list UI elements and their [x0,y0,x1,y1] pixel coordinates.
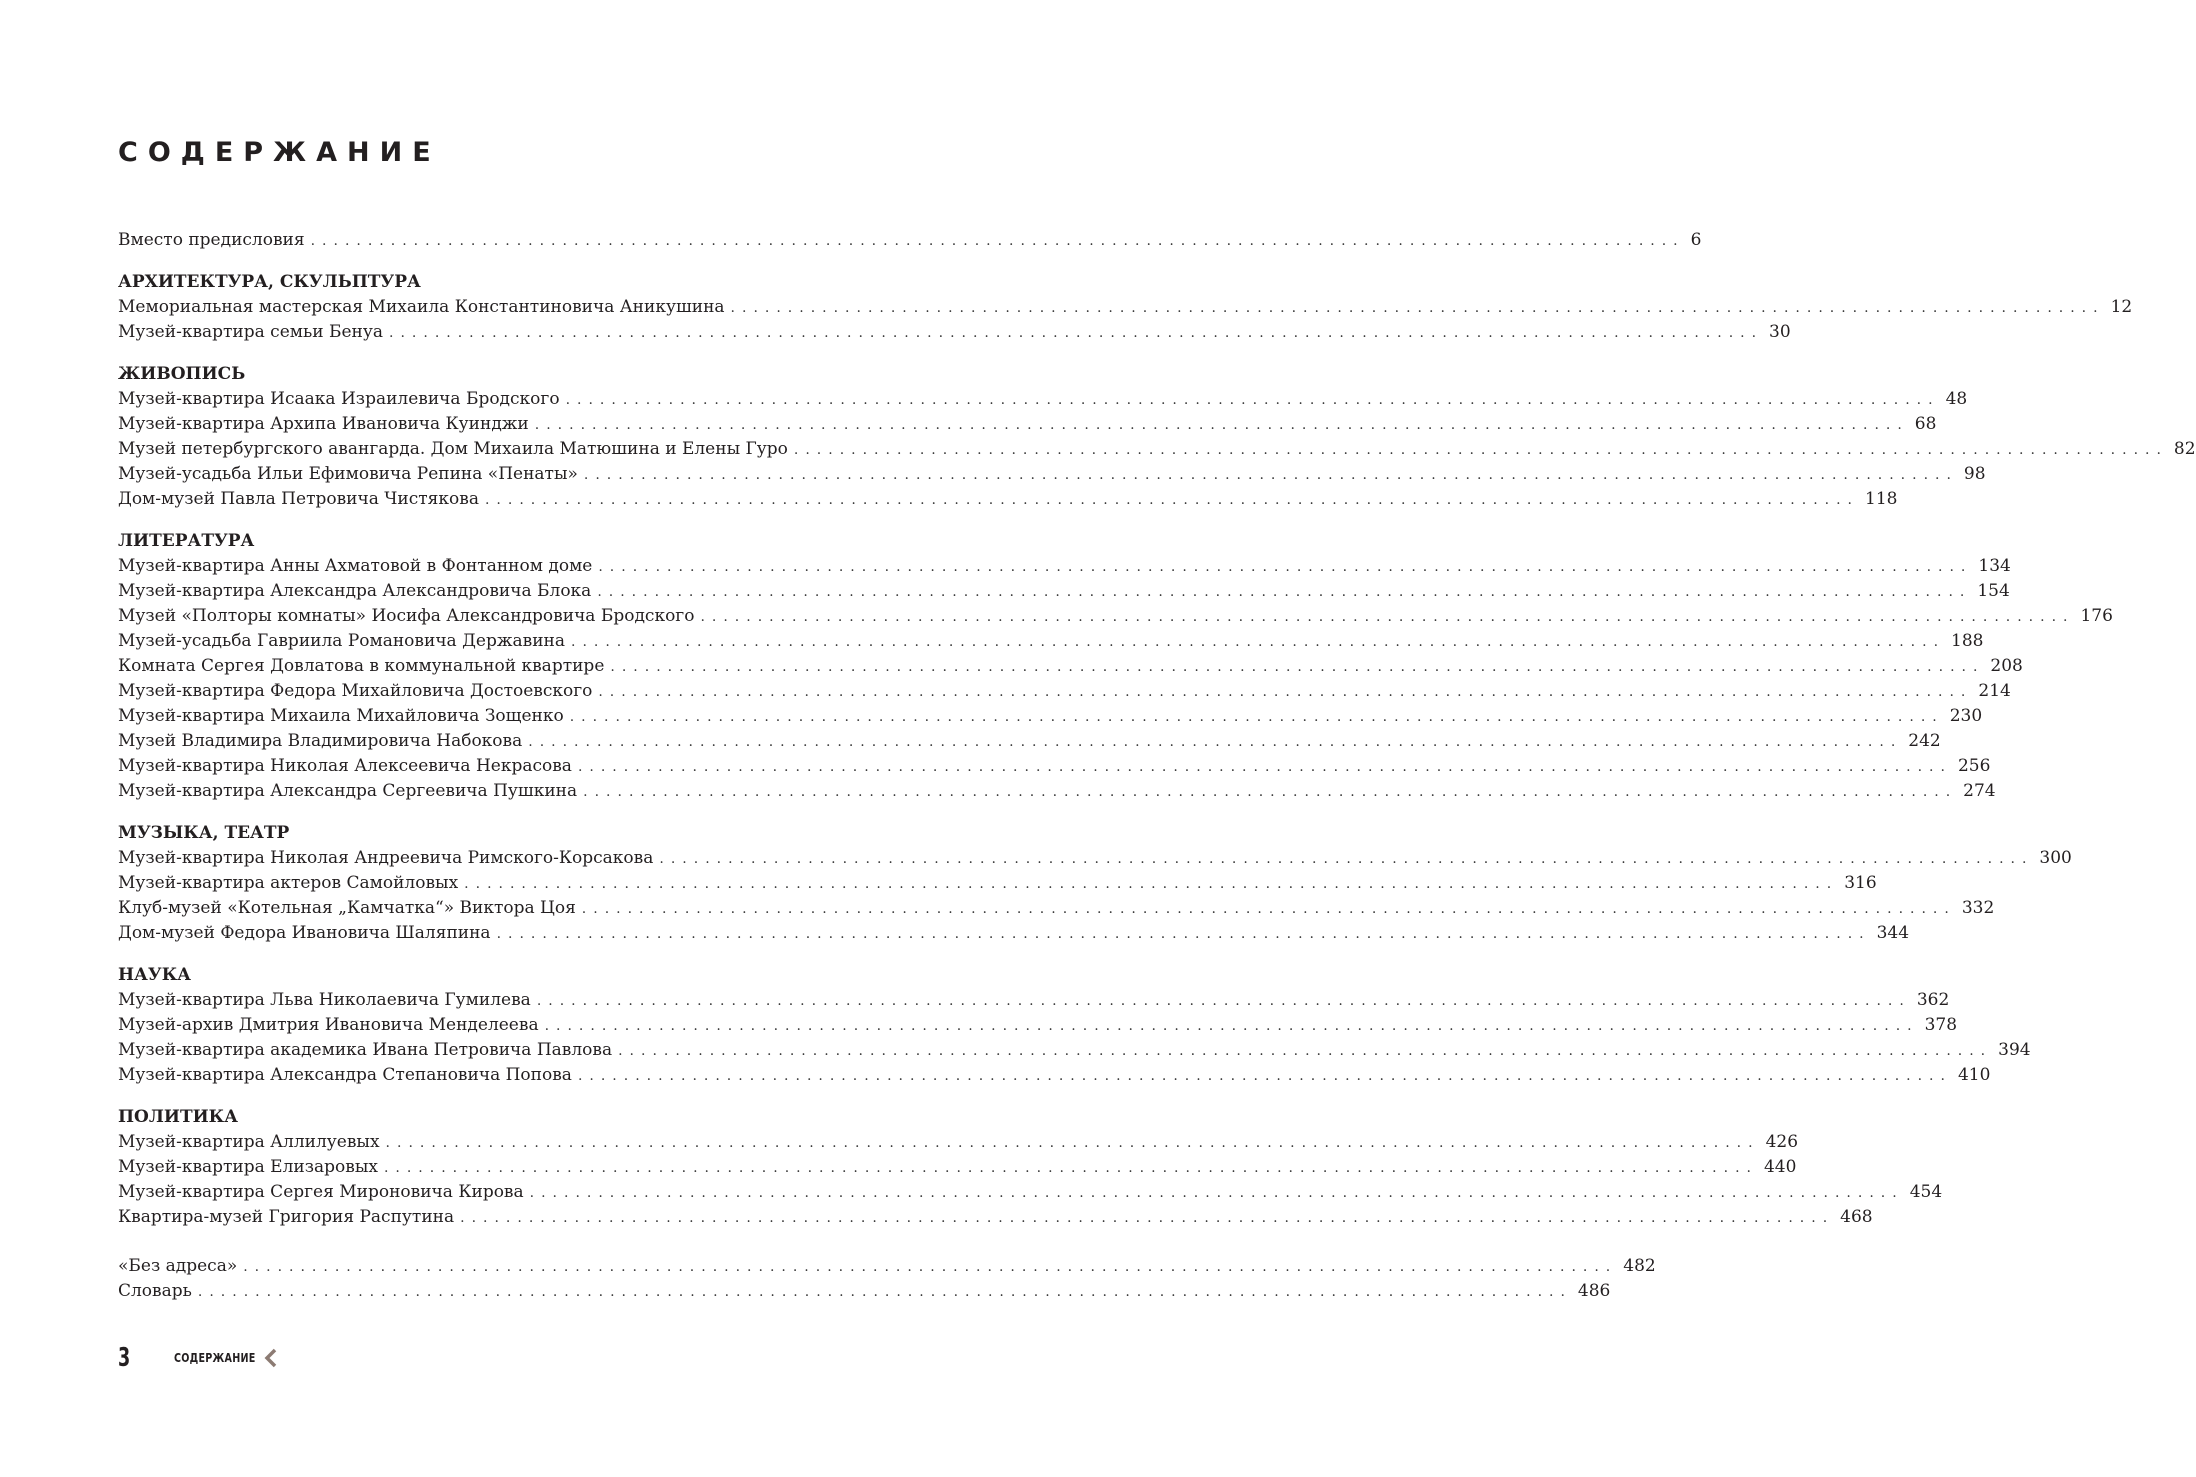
entry-title: Клуб-музей «Котельная „Камчатка“» Виктора Цоя [118,898,576,918]
dot-leader: ........................................................................................................................ [528,734,1903,750]
entry-title: Музей-усадьба Гавриила Романовича Державина [118,631,565,651]
entry-page: 378 [1924,1015,1958,1035]
entry-title: Музей Владимира Владимировича Набокова [118,731,523,751]
entry-page: 426 [1765,1132,1799,1152]
entry-title: Комната Сергея Довлатова в коммунальной квартире [118,656,605,676]
dot-leader: ........................................................................................................................ [659,851,2034,867]
entry-page: 154 [1977,581,2010,601]
table-of-contents [118,228,2196,1304]
dot-leader: ........................................................................................................................ [197,1284,1572,1300]
toc-entry[interactable] [118,1013,1958,1038]
entry-title: Музей «Полторы комнаты» Иосифа Александровича Бродского [118,606,695,626]
section-heading[interactable]: ЛИТЕРАТУРА [118,531,255,551]
dot-leader: ........................................................................................................................ [385,1135,1760,1151]
entry-page: 274 [1963,781,1996,801]
entry-title: Музей-квартира академика Ивана Петровича Павлова [118,1040,613,1060]
section-heading[interactable]: МУЗЫКА, ТЕАТР [118,823,290,843]
footer-page-number: 3 [118,1343,131,1373]
toc-entry[interactable] [118,462,1986,487]
entry-title: Музей-квартира Елизаровых [118,1157,378,1177]
entry-page: 30 [1769,322,1791,342]
entry-page: 68 [1914,414,1937,434]
dot-leader: ........................................................................................................................ [598,559,1973,575]
dot-leader: ........................................................................................................................ [529,1185,1904,1201]
entry-page: 214 [1978,681,2011,701]
dot-leader: ........................................................................................................................ [389,325,1764,341]
entry-title: Музей-квартира актеров Самойловых [118,873,459,893]
toc-section [118,529,2113,804]
toc-section [118,270,2133,345]
entry-title: Музей-квартира Льва Николаевича Гумилева [118,990,531,1010]
entry-page: 188 [1951,631,1984,651]
entry-page: 468 [1840,1207,1873,1227]
entry-page: 12 [2110,297,2133,317]
entry-title: Музей-квартира Александра Александровича Блока [118,581,592,601]
dot-leader: ........................................................................................................................ [610,659,1985,675]
toc-entry[interactable] [118,320,1791,345]
entry-page: 440 [1763,1157,1797,1177]
entry-title: Музей-усадьба Ильи Ефимовича Репина «Пенаты» [118,464,578,484]
entry-page: 208 [1990,656,2023,676]
entry-page: 300 [2039,848,2072,868]
entry-title: Дом-музей Павла Петровича Чистякова [118,489,479,509]
toc-entry[interactable] [118,729,1941,754]
dot-leader: ........................................................................................................................ [583,467,1958,483]
entry-page: 134 [1978,556,2011,576]
section-heading[interactable]: АРХИТЕКТУРА, СКУЛЬПТУРА [118,272,421,292]
entry-title: Музей-квартира Александра Степановича Попова [118,1065,572,1085]
dot-leader: ........................................................................................................................ [464,876,1839,892]
toc-entry-intro[interactable] [118,228,1702,253]
entry-page: 316 [1844,873,1877,893]
dot-leader: ........................................................................................................................ [565,392,1940,408]
toc-entry-appendix[interactable] [118,1279,1611,1304]
dot-leader: ........................................................................................................................ [460,1210,1835,1226]
entry-title: Музей-квартира Анны Ахматовой в Фонтанном доме [118,556,593,576]
entry-page: 482 [1623,1256,1656,1276]
dot-leader: ........................................................................................................................ [577,1068,1952,1084]
toc-entry[interactable] [118,679,2011,704]
dot-leader: ........................................................................................................................ [544,1018,1919,1034]
toc-entry[interactable] [118,779,1996,804]
entry-title: Музей петербургского авангарда. Дом Михаила Матюшина и Елены Гуро [118,439,788,459]
section-heading[interactable]: ПОЛИТИКА [118,1107,238,1127]
toc-entry[interactable] [118,1063,1991,1088]
dot-leader: ........................................................................................................................ [597,584,1972,600]
dot-leader: ........................................................................................................................ [310,233,1685,249]
entry-page: 486 [1577,1281,1611,1301]
entry-title: Дом-музей Федора Ивановича Шаляпина [118,923,491,943]
entry-title: «Без адреса» [118,1256,238,1276]
dot-leader: ........................................................................................................................ [793,442,2168,458]
dot-leader: ........................................................................................................................ [571,634,1946,650]
toc-entry[interactable] [118,604,2113,629]
entry-title: Музей-квартира Михаила Михайловича Зощенко [118,706,564,726]
entry-title: Вместо предисловия [118,230,305,250]
entry-page: 344 [1876,923,1910,943]
toc-entry[interactable] [118,754,1991,779]
toc-entry[interactable] [118,437,2196,462]
entry-page: 6 [1690,230,1702,250]
entry-page: 454 [1909,1182,1943,1202]
toc-entry[interactable] [118,871,1877,896]
toc-entry[interactable] [118,1038,2031,1063]
toc-entry[interactable] [118,1130,1799,1155]
entry-title: Музей-квартира Федора Михайловича Достоевского [118,681,593,701]
entry-page: 242 [1908,731,1941,751]
toc-entry[interactable] [118,295,2133,320]
toc-entry-appendix[interactable] [118,1254,1656,1279]
dot-leader: ........................................................................................................................ [598,684,1973,700]
dot-leader: ........................................................................................................................ [730,300,2105,316]
dot-leader: ........................................................................................................................ [484,492,1859,508]
dot-leader: ........................................................................................................................ [618,1043,1993,1059]
toc-entry[interactable] [118,412,1937,437]
entry-page: 332 [1961,898,1995,918]
entry-title: Музей-квартира Александра Сергеевича Пушкина [118,781,578,801]
entry-page: 82 [2173,439,2196,459]
toc-entry[interactable] [118,921,1910,946]
toc-section [118,963,2031,1088]
toc-section [118,1105,1943,1230]
toc-entry[interactable] [118,387,1968,412]
entry-page: 98 [1963,464,1986,484]
toc-entry[interactable] [118,896,1995,921]
entry-title: Музей-архив Дмитрия Ивановича Менделеева [118,1015,539,1035]
toc-entry[interactable] [118,579,2010,604]
toc-entry[interactable] [118,554,2011,579]
entry-title: Квартира-музей Григория Распутина [118,1207,455,1227]
toc-entry[interactable] [118,704,1983,729]
entry-page: 48 [1945,389,1968,409]
page-title: СОДЕРЖАНИЕ [118,137,441,168]
entry-page: 410 [1957,1065,1991,1085]
dot-leader: ........................................................................................................................ [577,759,1952,775]
toc-entry[interactable] [118,846,2072,871]
dot-leader: ........................................................................................................................ [496,926,1871,942]
entry-title: Музей-квартира Исаака Израилевича Бродского [118,389,560,409]
dot-leader: ........................................................................................................................ [383,1160,1758,1176]
entry-title: Музей-квартира Сергея Мироновича Кирова [118,1182,524,1202]
section-heading[interactable]: НАУКА [118,965,192,985]
entry-title: Мемориальная мастерская Михаила Константиновича Аникушина [118,297,725,317]
section-heading[interactable]: ЖИВОПИСЬ [118,364,246,384]
dot-leader: ........................................................................................................................ [243,1259,1618,1275]
dot-leader: ........................................................................................................................ [583,784,1958,800]
entry-title: Музей-квартира Николая Алексеевича Некрасова [118,756,572,776]
dot-leader: ........................................................................................................................ [534,417,1909,433]
toc-entry[interactable] [118,1180,1943,1205]
toc-entry[interactable] [118,1155,1797,1180]
entry-title: Музей-квартира Аллилуевых [118,1132,380,1152]
dot-leader: ........................................................................................................................ [536,993,1911,1009]
chevron-left-icon[interactable] [264,1348,278,1368]
entry-page: 118 [1865,489,1898,509]
toc-entry[interactable] [118,654,2023,679]
dot-leader: ........................................................................................................................ [569,709,1944,725]
entry-title: Музей-квартира Николая Андреевича Римского-Корсакова [118,848,654,868]
toc-section [118,362,2196,512]
entry-title: Словарь [118,1281,192,1301]
entry-page: 362 [1916,990,1950,1010]
toc-entry[interactable] [118,1205,1873,1230]
toc-entry[interactable] [118,487,1898,512]
dot-leader: ........................................................................................................................ [700,609,2075,625]
entry-title: Музей-квартира Архипа Ивановича Куинджи [118,414,529,434]
entry-page: 176 [2080,606,2113,626]
toc-entry[interactable] [118,988,1950,1013]
dot-leader: ........................................................................................................................ [581,901,1956,917]
entry-page: 230 [1949,706,1983,726]
entry-page: 256 [1957,756,1991,776]
toc-entry[interactable] [118,629,1984,654]
entry-page: 394 [1998,1040,2031,1060]
page-footer [118,1343,278,1373]
entry-title: Музей-квартира семьи Бенуа [118,322,384,342]
toc-section [118,821,2072,946]
footer-section-label: СОДЕРЖАНИЕ [174,1351,256,1365]
